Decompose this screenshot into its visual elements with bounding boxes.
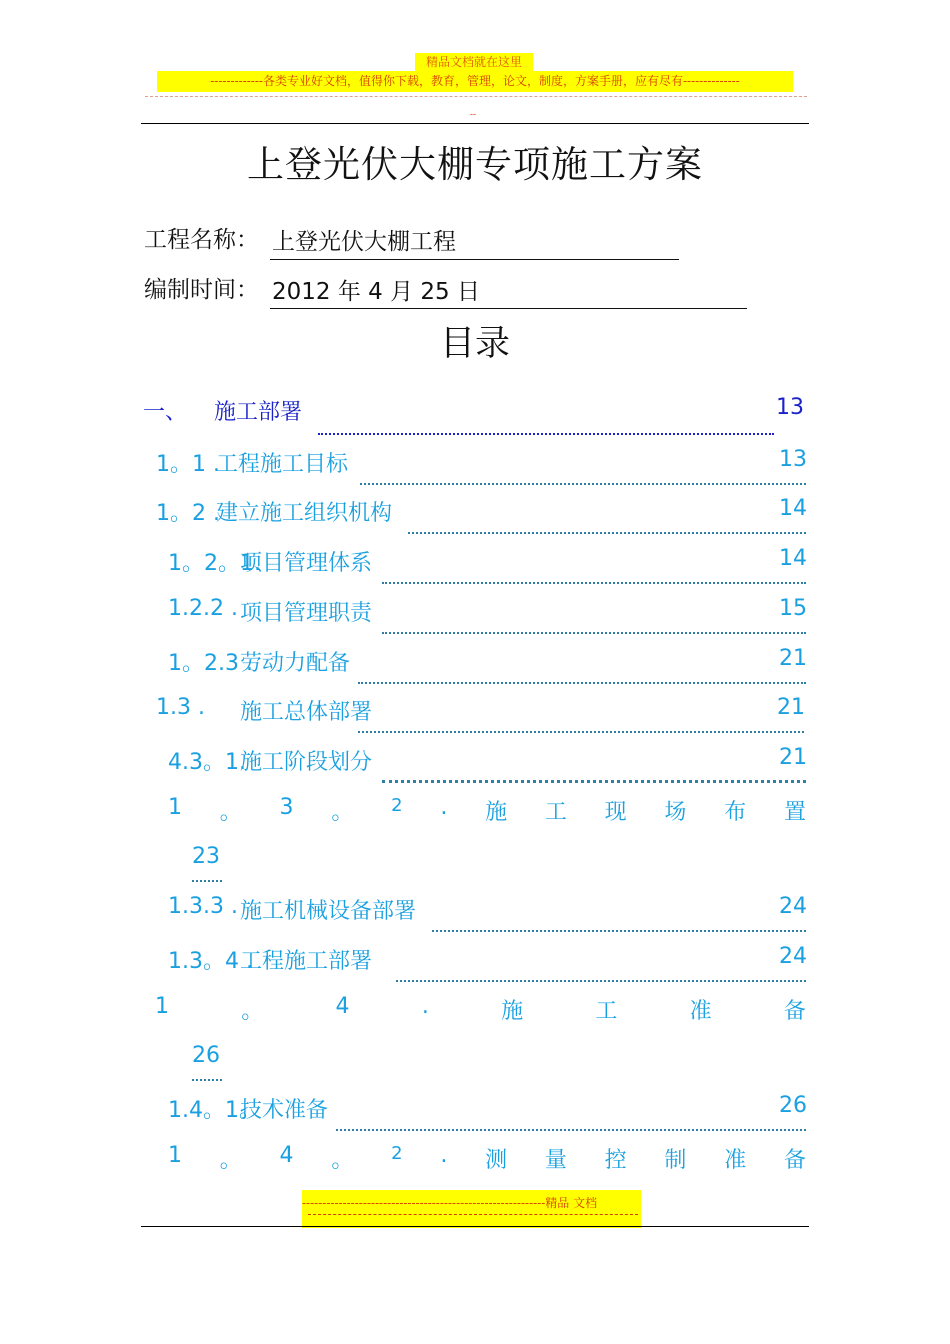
toc-leader	[318, 433, 774, 435]
toc-char: 。	[331, 1148, 354, 1173]
compile-date-underline	[270, 308, 747, 309]
toc-entry-spread[interactable]	[155, 994, 806, 1025]
toc-entry-prefix: 1。2 .	[156, 501, 220, 526]
compile-date-value: 2012 年 4 月 25 日	[272, 279, 480, 305]
toc-entry-prefix: 1。2。1.	[168, 551, 261, 576]
toc-entry-page[interactable]: 21	[779, 745, 807, 770]
toc-entry-text[interactable]: 项目管理职责	[240, 601, 373, 626]
toc-entry-page[interactable]: 13	[779, 447, 807, 472]
toc-entry-prefix: 1。1 .	[156, 452, 220, 477]
toc-entry-text[interactable]: 项目管理体系	[240, 551, 373, 576]
toc-char: 准	[724, 1148, 747, 1173]
toc-entry-text[interactable]: 技术准备	[240, 1098, 329, 1123]
toc-char: 施	[501, 999, 524, 1024]
toc-char: 4	[335, 994, 350, 1019]
toc-entry-page[interactable]: 26	[192, 1043, 220, 1068]
header-rule	[141, 123, 809, 124]
toc-char: 工	[544, 800, 567, 825]
toc-char: 。	[241, 999, 264, 1024]
footer-rule	[141, 1226, 809, 1227]
toc-entry-text[interactable]: 施工阶段划分	[240, 750, 373, 775]
toc-title: 目录	[439, 324, 510, 364]
footer-dash-line	[308, 1214, 638, 1215]
toc-char: 准	[689, 999, 712, 1024]
toc-leader	[336, 1129, 806, 1131]
toc-char: 施	[485, 800, 508, 825]
toc-entry-page[interactable]: 23	[192, 844, 220, 869]
toc-char: 。	[219, 1148, 242, 1173]
toc-leader	[396, 980, 806, 982]
toc-entry-page[interactable]: 24	[779, 894, 807, 919]
toc-char: 工	[595, 999, 618, 1024]
toc-entry-prefix: 一、	[143, 400, 188, 425]
toc-leader	[408, 532, 806, 534]
toc-entry-page[interactable]: 14	[779, 546, 807, 571]
toc-char: 2	[391, 795, 403, 816]
toc-char: 置	[783, 800, 806, 825]
toc-char: 现	[604, 800, 627, 825]
header-dash-line	[145, 96, 807, 107]
toc-leader	[192, 880, 222, 882]
toc-char: 。	[219, 800, 242, 825]
toc-entry-text[interactable]: 工程施工部署	[240, 949, 373, 974]
toc-char: .	[440, 1143, 448, 1168]
project-name-label: 工程名称：	[144, 227, 259, 253]
toc-char: 1	[168, 1143, 182, 1168]
toc-leader	[358, 682, 806, 684]
toc-entry-text[interactable]: 建立施工组织机构	[216, 501, 393, 526]
toc-char: 4	[279, 1143, 294, 1168]
toc-char: 场	[664, 800, 687, 825]
toc-entry-page[interactable]: 24	[779, 944, 807, 969]
toc-char: 2	[391, 1143, 403, 1164]
toc-entry-prefix: 1.4。1。	[168, 1098, 261, 1123]
toc-leader	[382, 780, 806, 783]
toc-entry-text[interactable]: 施工机械设备部署	[240, 899, 417, 924]
toc-entry-text[interactable]: 工程施工目标	[216, 452, 349, 477]
header-banner: -------------各类专业好文档，值得你下载，教育，管理，论文，制度，方案手册，应有尽有--------------	[157, 71, 793, 92]
toc-entry-page[interactable]: 21	[779, 646, 807, 671]
toc-entry-page[interactable]: 26	[779, 1093, 807, 1118]
toc-entry-prefix: 4.3。1.	[168, 750, 246, 775]
toc-leader	[382, 582, 806, 584]
toc-char: 。	[331, 800, 354, 825]
toc-entry-prefix: 1.3 .	[156, 695, 205, 720]
toc-char: 控	[604, 1148, 627, 1173]
toc-leader	[382, 632, 806, 634]
project-name-value: 上登光伏大棚工程	[272, 229, 456, 255]
toc-entry-text[interactable]: 劳动力配备	[240, 651, 351, 676]
toc-leader	[358, 731, 804, 733]
header-top-label: 精品文档就在这里	[415, 53, 533, 71]
toc-entry-prefix: 1.3。4 .	[168, 949, 253, 974]
toc-char: 1	[168, 795, 182, 820]
toc-char: 布	[724, 800, 747, 825]
toc-char: 备	[783, 1148, 806, 1173]
toc-char: 1	[155, 994, 169, 1019]
toc-char: 制	[664, 1148, 687, 1173]
toc-char: 量	[544, 1148, 567, 1173]
toc-entry-prefix: 1。2.3 .	[168, 651, 253, 676]
toc-leader	[432, 930, 806, 932]
toc-entry-page[interactable]: 14	[779, 496, 807, 521]
toc-entry-page[interactable]: 13	[776, 395, 804, 420]
toc-char: .	[421, 994, 429, 1019]
toc-entry-spread[interactable]	[168, 1143, 806, 1174]
toc-char: .	[440, 795, 448, 820]
toc-char: 备	[783, 999, 806, 1024]
toc-leader	[360, 483, 806, 485]
toc-leader	[192, 1079, 222, 1081]
toc-entry-text[interactable]: 施工总体部署	[240, 700, 373, 725]
footer-banner-text: ------------------------------------------------------------精品 文档	[302, 1196, 598, 1210]
project-name-underline	[270, 259, 679, 260]
toc-entry-prefix: 1.2.2 .	[168, 596, 238, 621]
toc-entry-spread[interactable]	[168, 795, 806, 826]
toc-entry-text[interactable]: 施工部署	[214, 400, 303, 425]
compile-date-label: 编制时间：	[144, 277, 259, 303]
document-title: 上登光伏大棚专项施工方案	[247, 143, 703, 186]
toc-entry-page[interactable]: 15	[779, 596, 807, 621]
header-dash-tail: --	[470, 110, 477, 120]
toc-char: 3	[279, 795, 294, 820]
toc-entry-prefix: 1.3.3 .	[168, 894, 238, 919]
toc-char: 测	[485, 1148, 508, 1173]
toc-entry-page[interactable]: 21	[777, 695, 805, 720]
